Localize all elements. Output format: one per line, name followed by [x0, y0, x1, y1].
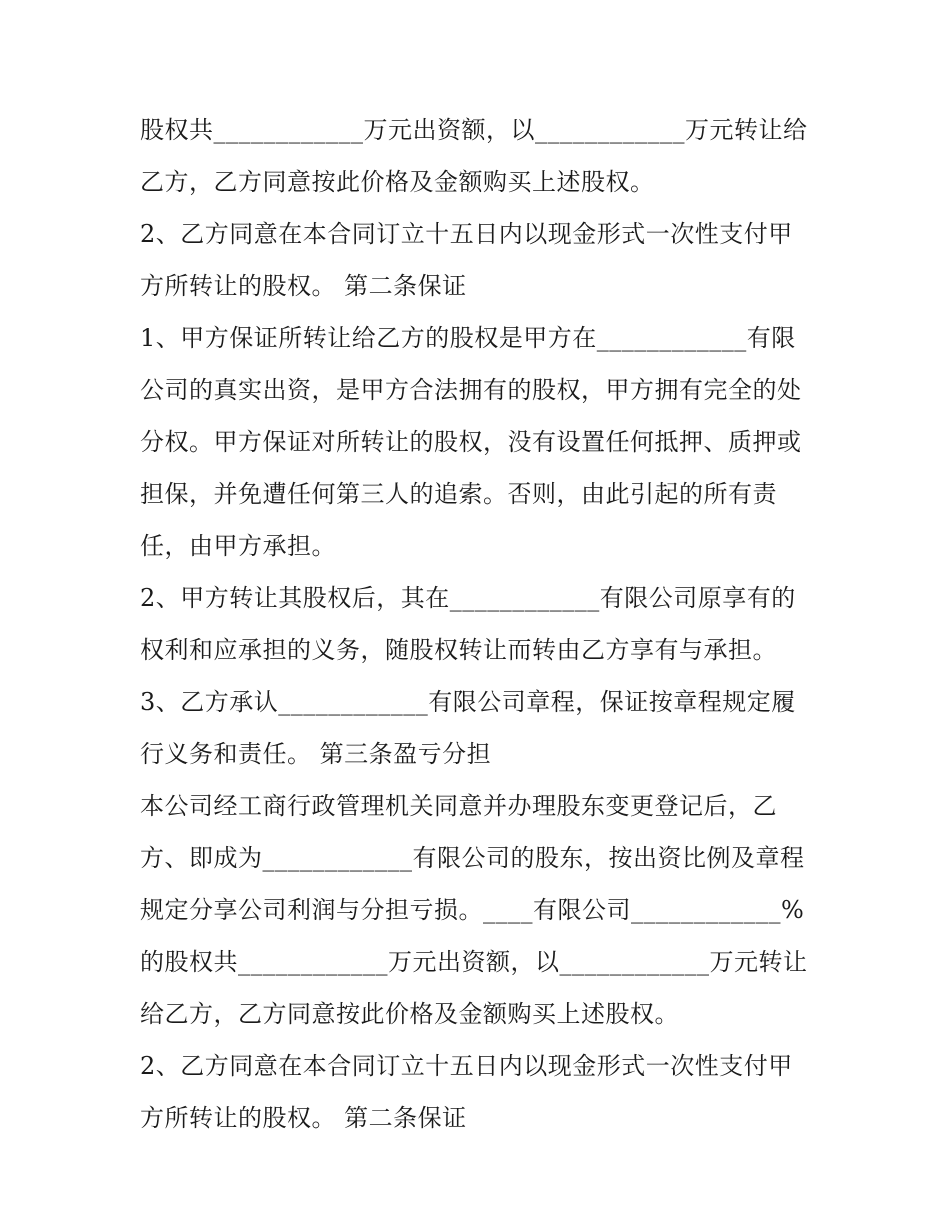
text-line-12: 3、乙方承认____________有限公司章程，保证按章程规定履 [140, 688, 796, 716]
text-line-4: 方所转让的股权。 第二条保证 [140, 272, 467, 300]
text-line-17: 的股权共____________万元出资额，以____________万元转让 [140, 948, 808, 976]
text-line-11: 权利和应承担的义务，随股权转让而转由乙方享有与承担。 [140, 636, 777, 664]
document-body [140, 104, 820, 1144]
text-line-2: 乙方，乙方同意按此价格及金额购买上述股权。 [140, 168, 655, 196]
text-line-1: 股权共____________万元出资额，以____________万元转让给 [140, 116, 808, 144]
text-line-6: 公司的真实出资，是甲方合法拥有的股权，甲方拥有完全的处 [140, 376, 802, 404]
text-line-16: 规定分享公司利润与分担亏损。____有限公司____________% [140, 896, 805, 924]
text-line-14: 本公司经工商行政管理机关同意并办理股东变更登记后，乙 [140, 792, 777, 820]
text-line-20: 方所转让的股权。 第二条保证 [140, 1104, 467, 1132]
text-line-7: 分权。甲方保证对所转让的股权，没有设置任何抵押、质押或 [140, 428, 802, 456]
text-line-8: 担保，并免遭任何第三人的追索。否则，由此引起的所有责 [140, 480, 777, 508]
text-line-18: 给乙方，乙方同意按此价格及金额购买上述股权。 [140, 1000, 679, 1028]
text-line-15: 方、即成为____________有限公司的股东，按出资比例及章程 [140, 844, 805, 872]
text-line-9: 任，由甲方承担。 [140, 532, 336, 560]
text-line-3: 2、乙方同意在本合同订立十五日内以现金形式一次性支付甲 [140, 220, 793, 248]
text-line-19: 2、乙方同意在本合同订立十五日内以现金形式一次性支付甲 [140, 1052, 793, 1080]
text-line-5: 1、甲方保证所转让给乙方的股权是甲方在____________有限 [140, 324, 796, 352]
text-line-13: 行义务和责任。 第三条盈亏分担 [140, 740, 492, 768]
text-line-10: 2、甲方转让其股权后，其在____________有限公司原享有的 [140, 584, 796, 612]
